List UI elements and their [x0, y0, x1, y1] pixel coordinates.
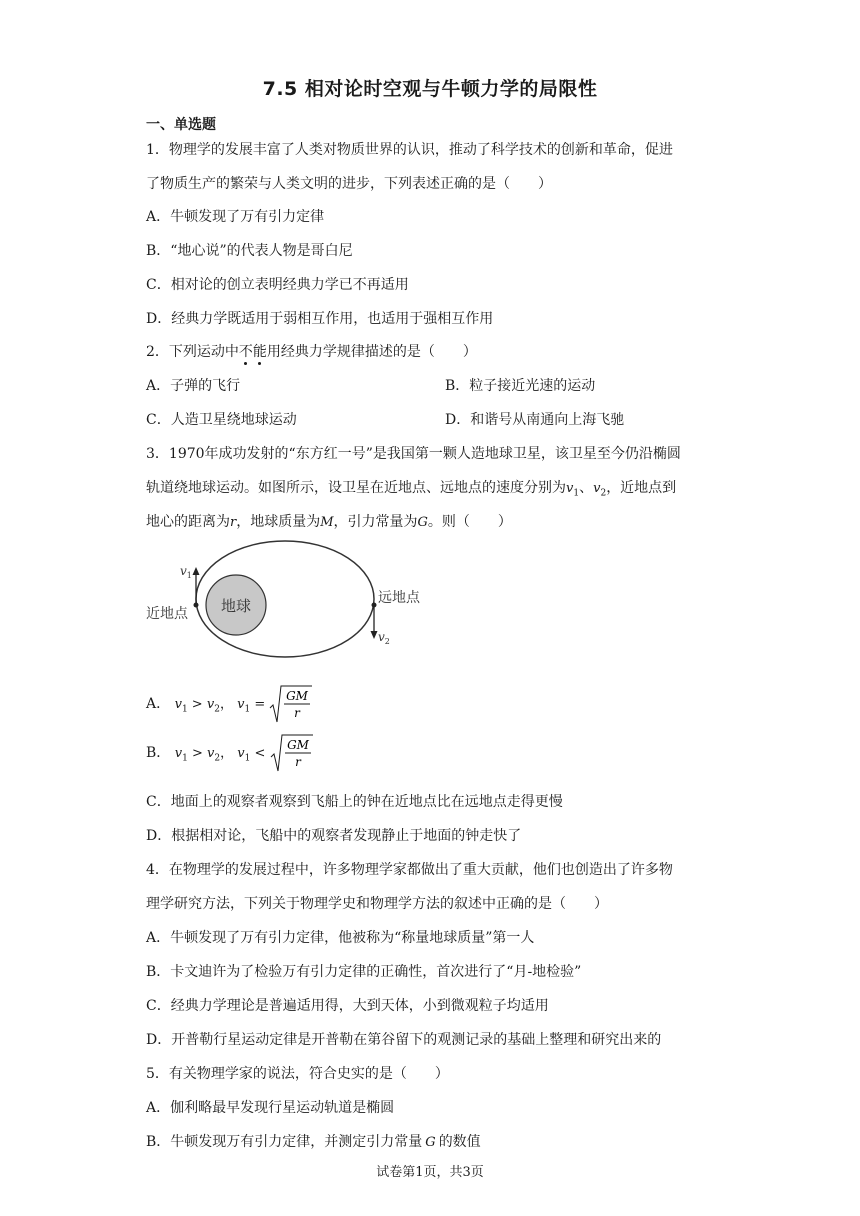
q5-option-a: A．伽利略最早发现行星运动轨道是椭圆	[146, 1100, 395, 1116]
q5-option-b	[146, 1133, 481, 1152]
q3-stem-line3-pre: 地心的距离为	[146, 514, 230, 530]
q3-option-a-prefix: A．	[146, 696, 171, 712]
q3-option-b-prefix: B．	[146, 745, 171, 761]
orbit-diagram	[146, 537, 436, 667]
q5-g-symbol: G	[425, 1135, 436, 1150]
v1-label: $v_1$	[180, 564, 192, 580]
v1-arrowhead	[193, 567, 200, 575]
q3-v1-symbol: $v_1$	[566, 481, 580, 499]
q3-option-b-sqrt	[270, 733, 314, 773]
v2-arrowhead	[371, 631, 378, 639]
q1-option-a: A．牛顿发现了万有引力定律	[146, 209, 325, 225]
q4-stem-line1: 4．在物理学的发展过程中，许多物理学家都做出了重大贡献，他们也创造出了许多物	[146, 862, 673, 878]
q2-emphasis-neng: 能	[252, 344, 267, 360]
page-footer: 试卷第1页，共3页	[376, 1165, 484, 1180]
q3-stem-line3	[146, 513, 512, 532]
q3-option-a-formula: $v_1 > v_2$， $v_1$ =	[174, 697, 270, 715]
q1-stem-line1: 1．物理学的发展丰富了人类对物质世界的认识，推动了科学技术的创新和革命，促进	[146, 142, 673, 158]
svg-text:r: r	[294, 706, 301, 720]
q1-option-b: B．“地心说”的代表人物是哥白尼	[146, 243, 353, 259]
q1-option-d: D．经典力学既适用于弱相互作用，也适用于强相互作用	[146, 311, 494, 327]
earth-label: 地球	[220, 597, 252, 615]
q2-stem-pre: 2．下列运动中	[146, 344, 239, 360]
q3-stem-line2-post: ，近地点到	[606, 480, 677, 496]
apogee-label: 远地点	[378, 590, 420, 606]
q3-option-b	[146, 733, 314, 773]
q3-r-symbol: r	[230, 515, 237, 530]
q5-stem: 5．有关物理学家的说法，符合史实的是（ ）	[146, 1066, 449, 1082]
q3-option-a	[146, 684, 313, 724]
svg-text:r: r	[294, 755, 301, 769]
page-title: 7.5 相对论时空观与牛顿力学的局限性	[262, 78, 598, 100]
q5-option-b-pre: B．牛顿发现万有引力定律，并测定引力常量	[146, 1134, 423, 1150]
q4-option-b: B．卡文迪许为了检验万有引力定律的正确性，首次进行了“月-地检验”	[146, 964, 582, 980]
perigee-label: 近地点	[146, 606, 188, 622]
q2-stem	[146, 343, 477, 361]
q3-stem-line3-mid1: ，地球质量为	[236, 514, 321, 530]
q3-stem-line3-post: 。则（ ）	[427, 514, 512, 530]
q3-option-d: D．根据相对论，飞船中的观察者发现静止于地面的钟走快了	[146, 828, 522, 844]
q2-emphasis-bu: 不	[238, 344, 253, 360]
q4-option-d: D．开普勒行星运动定律是开普勒在第谷留下的观测记录的基础上整理和研究出来的	[146, 1032, 662, 1048]
q3-stem-line2	[146, 479, 676, 503]
q5-option-b-post: 的数值	[438, 1134, 481, 1150]
q3-option-c: C．地面上的观察者观察到飞船上的钟在近地点比在远地点走得更慢	[146, 794, 563, 810]
q3-stem-line2-text: 轨道绕地球运动。如图所示，设卫星在近地点、远地点的速度分别为	[146, 480, 566, 496]
q2-option-c: C．人造卫星绕地球运动	[146, 412, 297, 428]
q4-option-c: C．经典力学理论是普遍适用得，大到天体，小到微观粒子均适用	[146, 998, 549, 1014]
q3-g-symbol: G	[417, 515, 428, 530]
q3-stem-line3-mid2: ，引力常量为	[333, 514, 418, 530]
q1-stem-line2: 了物质生产的繁荣与人类文明的进步，下列表述正确的是（ ）	[146, 176, 552, 192]
q2-option-a: A．子弹的飞行	[146, 378, 241, 394]
q4-stem-line2: 理学研究方法，下列关于物理学史和物理学方法的叙述中正确的是（ ）	[146, 896, 608, 912]
q1-option-c: C．相对论的创立表明经典力学已不再适用	[146, 277, 409, 293]
v2-label: $v_2$	[378, 630, 390, 646]
q3-separator: 、	[579, 480, 594, 496]
q3-stem-line1: 3．1970年成功发射的“东方红一号”是我国第一颗人造地球卫星，该卫星至今仍沿椭圆	[146, 446, 681, 462]
section-heading: 一、单选题	[146, 117, 216, 133]
q3-option-b-formula: $v_1 > v_2$， $v_1$ <	[174, 746, 270, 764]
q3-option-a-sqrt	[269, 684, 313, 724]
svg-text:GM: GM	[286, 689, 309, 703]
q2-option-d: D．和谐号从南通向上海飞驰	[445, 412, 625, 428]
q3-m-symbol: M	[320, 515, 334, 530]
q2-stem-post: 用经典力学规律描述的是（ ）	[266, 344, 477, 360]
svg-text:GM: GM	[286, 738, 309, 752]
q2-option-b: B．粒子接近光速的运动	[445, 378, 596, 394]
q4-option-a: A．牛顿发现了万有引力定律，他被称为“称量地球质量”第一人	[146, 930, 535, 946]
q3-v2-symbol: $v_2$	[593, 481, 607, 499]
